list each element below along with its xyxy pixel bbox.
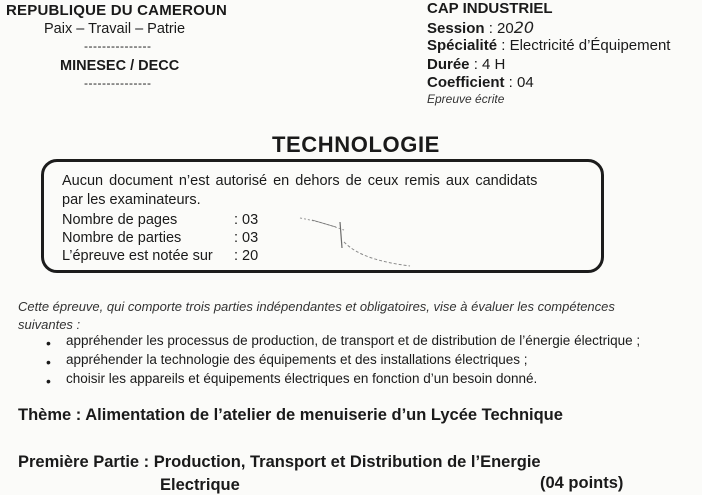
bullet-icon: • [46, 373, 51, 389]
parts-count-value: : 03 [234, 230, 259, 246]
competence-item: appréhender les processus de production, de transport et de distribution de l’énergie électrique ; [66, 333, 641, 348]
exam-type: Epreuve écrite [427, 92, 505, 106]
intro-text: Cette épreuve, qui comporte trois parties indépendantes et obligatoires, vise à évaluer les compétences [18, 299, 615, 314]
competence-item: choisir les appareils et équipements électriques en fonction d’un besoin donné. [66, 371, 538, 386]
total-score-label: L’épreuve est notée sur [62, 248, 213, 264]
part-one-points: (04 points) [540, 474, 624, 492]
theme-heading: Thème : Alimentation de l’atelier de menuiserie d’un Lycée Technique [18, 406, 563, 424]
part-one-heading-continued: Electrique [160, 476, 240, 494]
duration-value: 4 H [482, 56, 506, 73]
part-one-heading: Première Partie : Production, Transport et Distribution de l’Energie [18, 453, 541, 471]
session-line: Session : 2020 [427, 18, 535, 37]
pages-count-value: : 03 [234, 212, 259, 228]
duration-label: Durée [427, 56, 470, 73]
bullet-icon: • [46, 335, 51, 351]
notice-text: par les examinateurs. [62, 192, 201, 208]
specialty-value: Electricité d’Équipement [509, 37, 671, 54]
pages-count-label: Nombre de pages [62, 212, 178, 228]
country-name: REPUBLIQUE DU CAMEROUN [6, 2, 228, 19]
scan-smudge [292, 208, 422, 270]
session-handwritten: 20 [513, 18, 535, 37]
separator-line: --------------- [84, 76, 152, 90]
page-title: TECHNOLOGIE [272, 132, 440, 157]
ministry-name: MINESEC / DECC [60, 58, 180, 74]
session-value: 20 [497, 20, 514, 37]
separator-line: --------------- [84, 39, 152, 53]
exam-name: CAP INDUSTRIEL [427, 0, 553, 17]
intro-text: suivantes : [18, 317, 81, 332]
coefficient-line: Coefficient : 04 [427, 74, 534, 91]
session-label: Session [427, 20, 485, 37]
coefficient-label: Coefficient [427, 74, 505, 91]
coefficient-value: 04 [517, 74, 534, 91]
total-score-value: : 20 [234, 248, 259, 264]
bullet-icon: • [46, 354, 51, 370]
specialty-label: Spécialité [427, 37, 498, 54]
notice-text: Aucun document n’est autorisé en dehors de ceux remis aux candidats [62, 173, 538, 189]
competence-item: appréhender la technologie des équipements et des installations électriques ; [66, 352, 528, 367]
specialty-line: Spécialité : Electricité d’Équipement [427, 37, 671, 54]
parts-count-label: Nombre de parties [62, 230, 182, 246]
duration-line: Durée : 4 H [427, 56, 506, 73]
national-motto: Paix – Travail – Patrie [44, 21, 186, 37]
